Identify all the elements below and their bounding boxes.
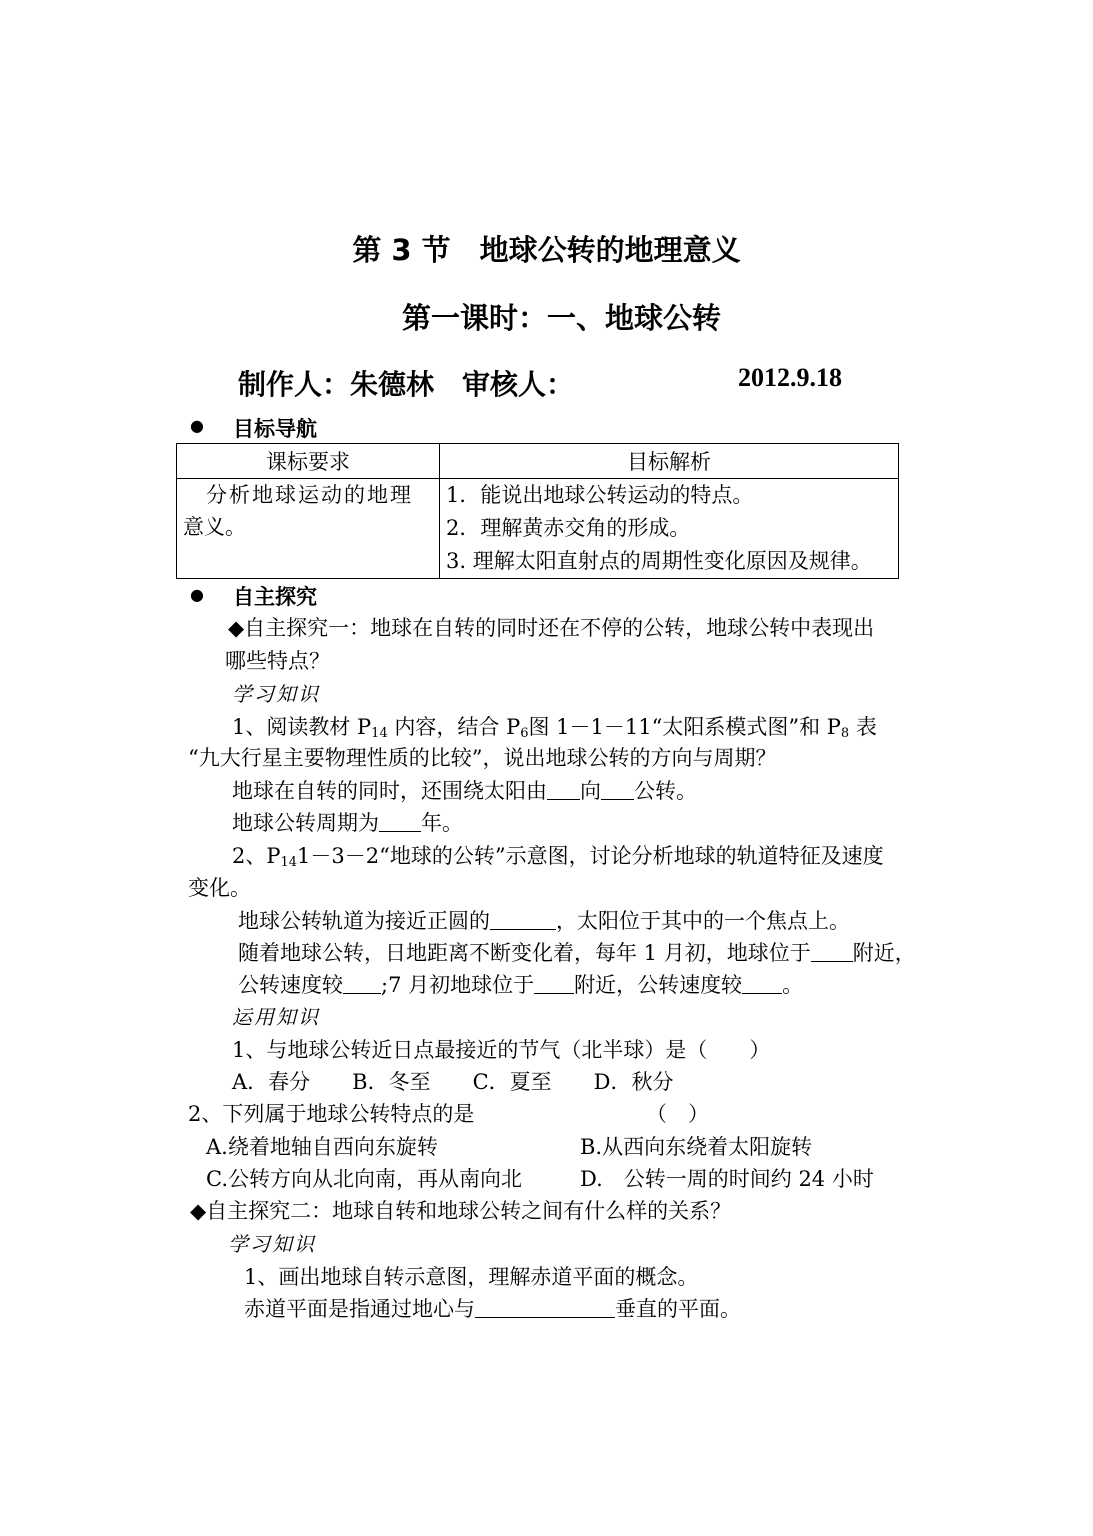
inquiry2-task-1: 1、画出地球自转示意图，理解赤道平面的概念。 xyxy=(244,1265,699,1289)
mc-question-1: 1、与地球公转近日点最接近的节气（北半球）是（ ） xyxy=(232,1038,771,1062)
study-label: 学习知识 xyxy=(228,1232,316,1256)
analysis-item: 3. 理解太阳直射点的周期性变化原因及规律。 xyxy=(446,549,872,573)
requirement-line: 意义。 xyxy=(183,515,246,539)
author-line: 制作人：朱德林 审核人： xyxy=(238,368,575,401)
bullet-icon: ● xyxy=(190,416,204,435)
blank-field[interactable] xyxy=(490,909,556,930)
blank-field[interactable] xyxy=(343,973,381,994)
table-header: 目标解析 xyxy=(440,444,899,479)
section-heading-goals: 目标导航 xyxy=(233,417,317,441)
blank-field[interactable] xyxy=(811,941,853,962)
table-cell-analysis xyxy=(440,479,899,579)
goal-table xyxy=(176,443,899,579)
mc-answer-paren: （ ） xyxy=(646,1102,709,1126)
analysis-item: 1．能说出地球公转运动的特点。 xyxy=(446,483,754,507)
fill-line-distance: 随着地球公转，日地距离不断变化着，每年 1 月初，地球位于 附近， xyxy=(238,941,916,965)
blank-field[interactable] xyxy=(475,1297,615,1318)
question-2-cont: 变化。 xyxy=(188,876,251,900)
table-cell-requirement xyxy=(177,479,440,579)
fill-line-direction: 地球在自转的同时，还围绕太阳由 向 公转。 xyxy=(232,779,697,803)
page-subtitle: 第一课时：一、地球公转 xyxy=(401,301,721,335)
mc-option-d: D. 公转一周的时间约 24 小时 xyxy=(580,1167,874,1191)
fill-line-orbit: 地球公转轨道为接近正圆的 ，太阳位于其中的一个焦点上。 xyxy=(238,909,850,933)
blank-field[interactable] xyxy=(379,811,421,832)
question-1: 1、阅读教材 $P_{14}$ 内容，结合 $P_6$图 1－1－11“太阳系模式图”和 $P_8$ 表 xyxy=(232,715,877,741)
inquiry1-question-cont: 哪些特点？ xyxy=(225,649,330,673)
fill-line-speed: 公转速度较 ;7 月初地球位于 附近，公转速度较 。 xyxy=(238,973,804,997)
analysis-item: 2．理解黄赤交角的形成。 xyxy=(446,516,691,540)
mc-option-a: A.绕着地轴自西向东旋转 xyxy=(206,1135,438,1159)
section-heading-inquiry: 自主探究 xyxy=(233,585,317,609)
fill-line-period: 地球公转周期为 年。 xyxy=(232,811,463,835)
mc-option-b: B.从西向东绕着太阳旋转 xyxy=(580,1135,813,1159)
mc-question-2: 2、下列属于地球公转特点的是 xyxy=(188,1102,475,1126)
mc-option-c: C.公转方向从北向南，再从南向北 xyxy=(206,1167,522,1191)
apply-label: 运用知识 xyxy=(232,1005,320,1029)
blank-field[interactable] xyxy=(601,779,634,800)
table-header: 课标要求 xyxy=(177,444,440,479)
blank-field[interactable] xyxy=(742,973,782,994)
inquiry2-question: ◆自主探究二：地球自转和地球公转之间有什么样的关系？ xyxy=(190,1199,732,1223)
inquiry1-question: ◆自主探究一：地球在自转的同时还在不停的公转，地球公转中表现出 xyxy=(228,616,875,640)
fill-line-equator: 赤道平面是指通过地心与 垂直的平面。 xyxy=(244,1297,741,1321)
mc-options-1: A．春分 B．冬至 C．夏至 D．秋分 xyxy=(232,1070,674,1094)
study-label: 学习知识 xyxy=(232,682,320,706)
blank-field[interactable] xyxy=(547,779,580,800)
bullet-icon: ● xyxy=(190,585,204,604)
question-1-cont: “九大行星主要物理性质的比较”，说出地球公转的方向与周期？ xyxy=(188,746,777,770)
blank-field[interactable] xyxy=(534,973,574,994)
page-title: 第 3 节 地球公转的地理意义 xyxy=(352,233,741,267)
requirement-line: 分析地球运动的地理 xyxy=(183,483,413,507)
question-2: 2、$P_{14}1-3-2“$地球的公转”示意图，讨论分析地球的轨道特征及速度 xyxy=(232,844,884,870)
date: 2012.9.18 xyxy=(738,363,842,392)
